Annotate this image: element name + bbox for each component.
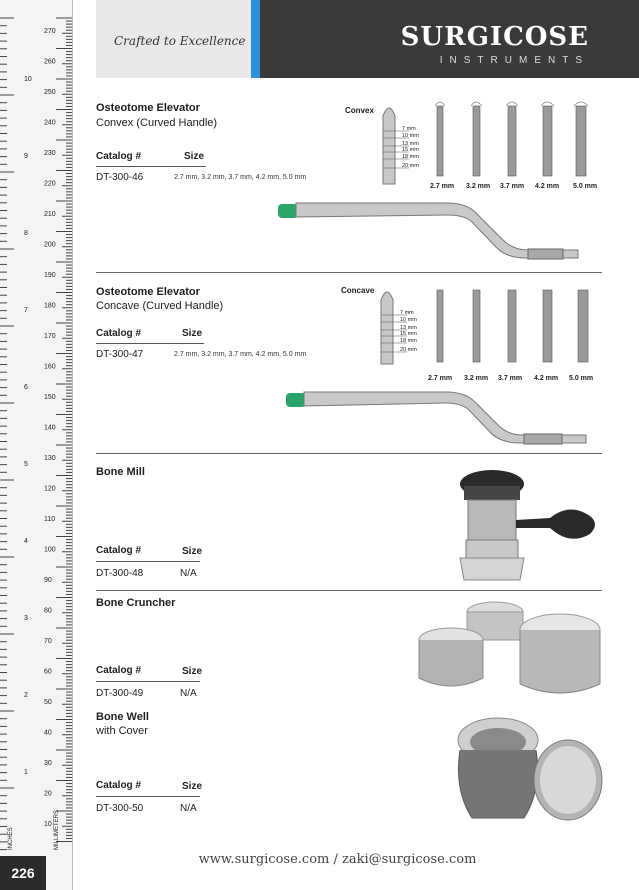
tip-size-label: 5.0 mm	[569, 375, 594, 382]
depth-label: 20 mm	[400, 347, 417, 353]
bone-cruncher-image	[415, 598, 605, 704]
catalog-number: DT-300-47	[96, 349, 144, 360]
depth-label: 10 mm	[400, 317, 417, 323]
catalog-number: DT-300-46	[96, 172, 144, 183]
inch-label: 4	[24, 538, 28, 545]
measurement-ruler	[0, 0, 73, 890]
inch-label: 8	[24, 230, 28, 237]
product-title: Bone Well	[96, 711, 149, 723]
catalog-label: Catalog #	[96, 545, 142, 556]
mm-label: 230	[44, 150, 56, 157]
brand-panel	[260, 0, 639, 78]
mm-label: 10	[44, 821, 52, 828]
tip-set	[437, 290, 588, 362]
depth-label: 15 mm	[402, 147, 419, 153]
mm-label: 210	[44, 211, 56, 218]
depth-label: 7 mm	[402, 126, 416, 132]
catalog-label: Catalog #	[96, 665, 142, 676]
mm-label: 20	[44, 790, 52, 798]
size-label: Size	[184, 151, 205, 162]
depth-gauge	[381, 292, 417, 364]
size-value: N/A	[180, 688, 197, 699]
size-value: N/A	[180, 803, 197, 814]
tip-type-label: Concave	[341, 286, 375, 295]
catalog-underline	[96, 561, 200, 562]
tip-size-label: 4.2 mm	[534, 375, 559, 382]
inch-label: 5	[24, 461, 28, 468]
mm-label: 120	[44, 485, 56, 493]
size-label: Size	[182, 666, 203, 677]
tip-size-label: 3.2 mm	[464, 375, 489, 382]
size-value: 2.7 mm, 3.2 mm, 3.7 mm, 4.2 mm, 5.0 mm	[174, 351, 307, 358]
header-banner	[96, 0, 639, 78]
product-title: Bone Cruncher	[96, 597, 176, 609]
depth-label: 18 mm	[402, 154, 419, 160]
tip-size-label: 3.2 mm	[466, 183, 491, 190]
ruler-graphic	[0, 0, 72, 890]
tip-size-label: 3.7 mm	[500, 183, 525, 190]
catalog-underline	[96, 343, 204, 344]
catalog-number: DT-300-49	[96, 688, 144, 699]
catalog-number: DT-300-50	[96, 803, 144, 814]
bone-well-image	[450, 710, 605, 830]
inch-label: 10	[24, 76, 32, 83]
catalog-number: DT-300-48	[96, 568, 144, 579]
product-title: Bone Mill	[96, 466, 145, 478]
mm-label: 180	[44, 302, 56, 310]
accent-stripe	[251, 0, 260, 78]
mm-label: 220	[44, 180, 56, 188]
catalog-underline	[96, 166, 206, 167]
catalog-label: Catalog #	[96, 780, 142, 791]
mm-label: 160	[44, 363, 56, 371]
depth-label: 15 mm	[400, 331, 417, 337]
mm-label: 60	[44, 668, 52, 676]
depth-label: 10 mm	[402, 133, 419, 139]
footer-contact: www.surgicose.com / zaki@surgicose.com	[198, 852, 477, 867]
inches-label: INCHES	[8, 827, 14, 850]
catalog-underline	[96, 796, 200, 797]
mm-label: 260	[44, 58, 56, 66]
depth-label: 13 mm	[400, 325, 417, 331]
brand-logo: SURGICOSE	[400, 22, 589, 52]
mm-label: 150	[44, 394, 56, 401]
inch-label: 2	[24, 692, 28, 699]
inch-label: 1	[24, 769, 28, 776]
catalog-underline	[96, 681, 200, 682]
brand-subtitle: INSTRUMENTS	[439, 55, 589, 66]
tip-size-label: 2.7 mm	[430, 183, 455, 190]
mm-label: 50	[44, 699, 52, 706]
size-label: Size	[182, 546, 203, 557]
mm-label: 240	[44, 119, 56, 127]
osteotome-tips-concave	[375, 282, 605, 374]
mm-label: 140	[44, 424, 56, 432]
catalog-label: Catalog #	[96, 151, 142, 162]
mm-label: 130	[44, 455, 56, 462]
depth-label: 13 mm	[402, 141, 419, 147]
osteotome-instrument-image	[278, 195, 608, 270]
tip-size-label: 2.7 mm	[428, 375, 453, 382]
product-title: Osteotome Elevator	[96, 286, 200, 298]
depth-label: 20 mm	[402, 163, 419, 169]
tip-set	[435, 102, 588, 176]
depth-label: 7 mm	[400, 310, 414, 316]
size-value: 2.7 mm, 3.2 mm, 3.7 mm, 4.2 mm, 5.0 mm	[174, 174, 307, 181]
tip-type-label: Convex	[345, 106, 374, 115]
product-subtitle: Convex (Curved Handle)	[96, 117, 218, 129]
mm-label: 170	[44, 333, 56, 340]
mm-label: 270	[44, 28, 56, 35]
tip-size-label: 5.0 mm	[573, 183, 598, 190]
tagline-panel	[96, 0, 251, 78]
section-divider	[96, 590, 602, 591]
inch-label: 6	[24, 384, 28, 391]
mm-label: 80	[44, 607, 52, 615]
size-label: Size	[182, 781, 203, 792]
mm-label: 30	[44, 760, 52, 767]
tip-size-label: 3.7 mm	[498, 375, 523, 382]
section-divider	[96, 272, 602, 273]
bone-mill-image	[450, 462, 605, 584]
mm-label: 110	[44, 516, 56, 523]
tip-size-label: 4.2 mm	[535, 183, 560, 190]
product-subtitle: with Cover	[96, 725, 148, 737]
size-label: Size	[182, 328, 203, 339]
mm-label: 90	[44, 577, 52, 584]
depth-gauge	[383, 108, 419, 184]
inch-label: 3	[24, 615, 28, 622]
section-divider	[96, 453, 602, 454]
mm-label: 100	[44, 546, 56, 554]
mm-label: 40	[44, 729, 52, 737]
mm-label: 190	[44, 272, 56, 279]
product-title: Osteotome Elevator	[96, 102, 200, 114]
product-subtitle: Concave (Curved Handle)	[96, 300, 224, 312]
millimeters-label: MILLIMETERS	[54, 809, 60, 850]
inch-label: 9	[24, 153, 28, 160]
mm-label: 250	[44, 89, 56, 96]
tagline: Crafted to Excellence	[114, 34, 246, 48]
mm-label: 200	[44, 241, 56, 249]
depth-label: 18 mm	[400, 338, 417, 344]
page-number: 226	[0, 856, 46, 890]
osteotome-instrument-image	[286, 385, 606, 450]
inch-label: 7	[24, 307, 28, 314]
size-value: N/A	[180, 568, 197, 579]
catalog-label: Catalog #	[96, 328, 142, 339]
osteotome-tips-convex	[375, 96, 605, 196]
mm-label: 70	[44, 638, 52, 645]
